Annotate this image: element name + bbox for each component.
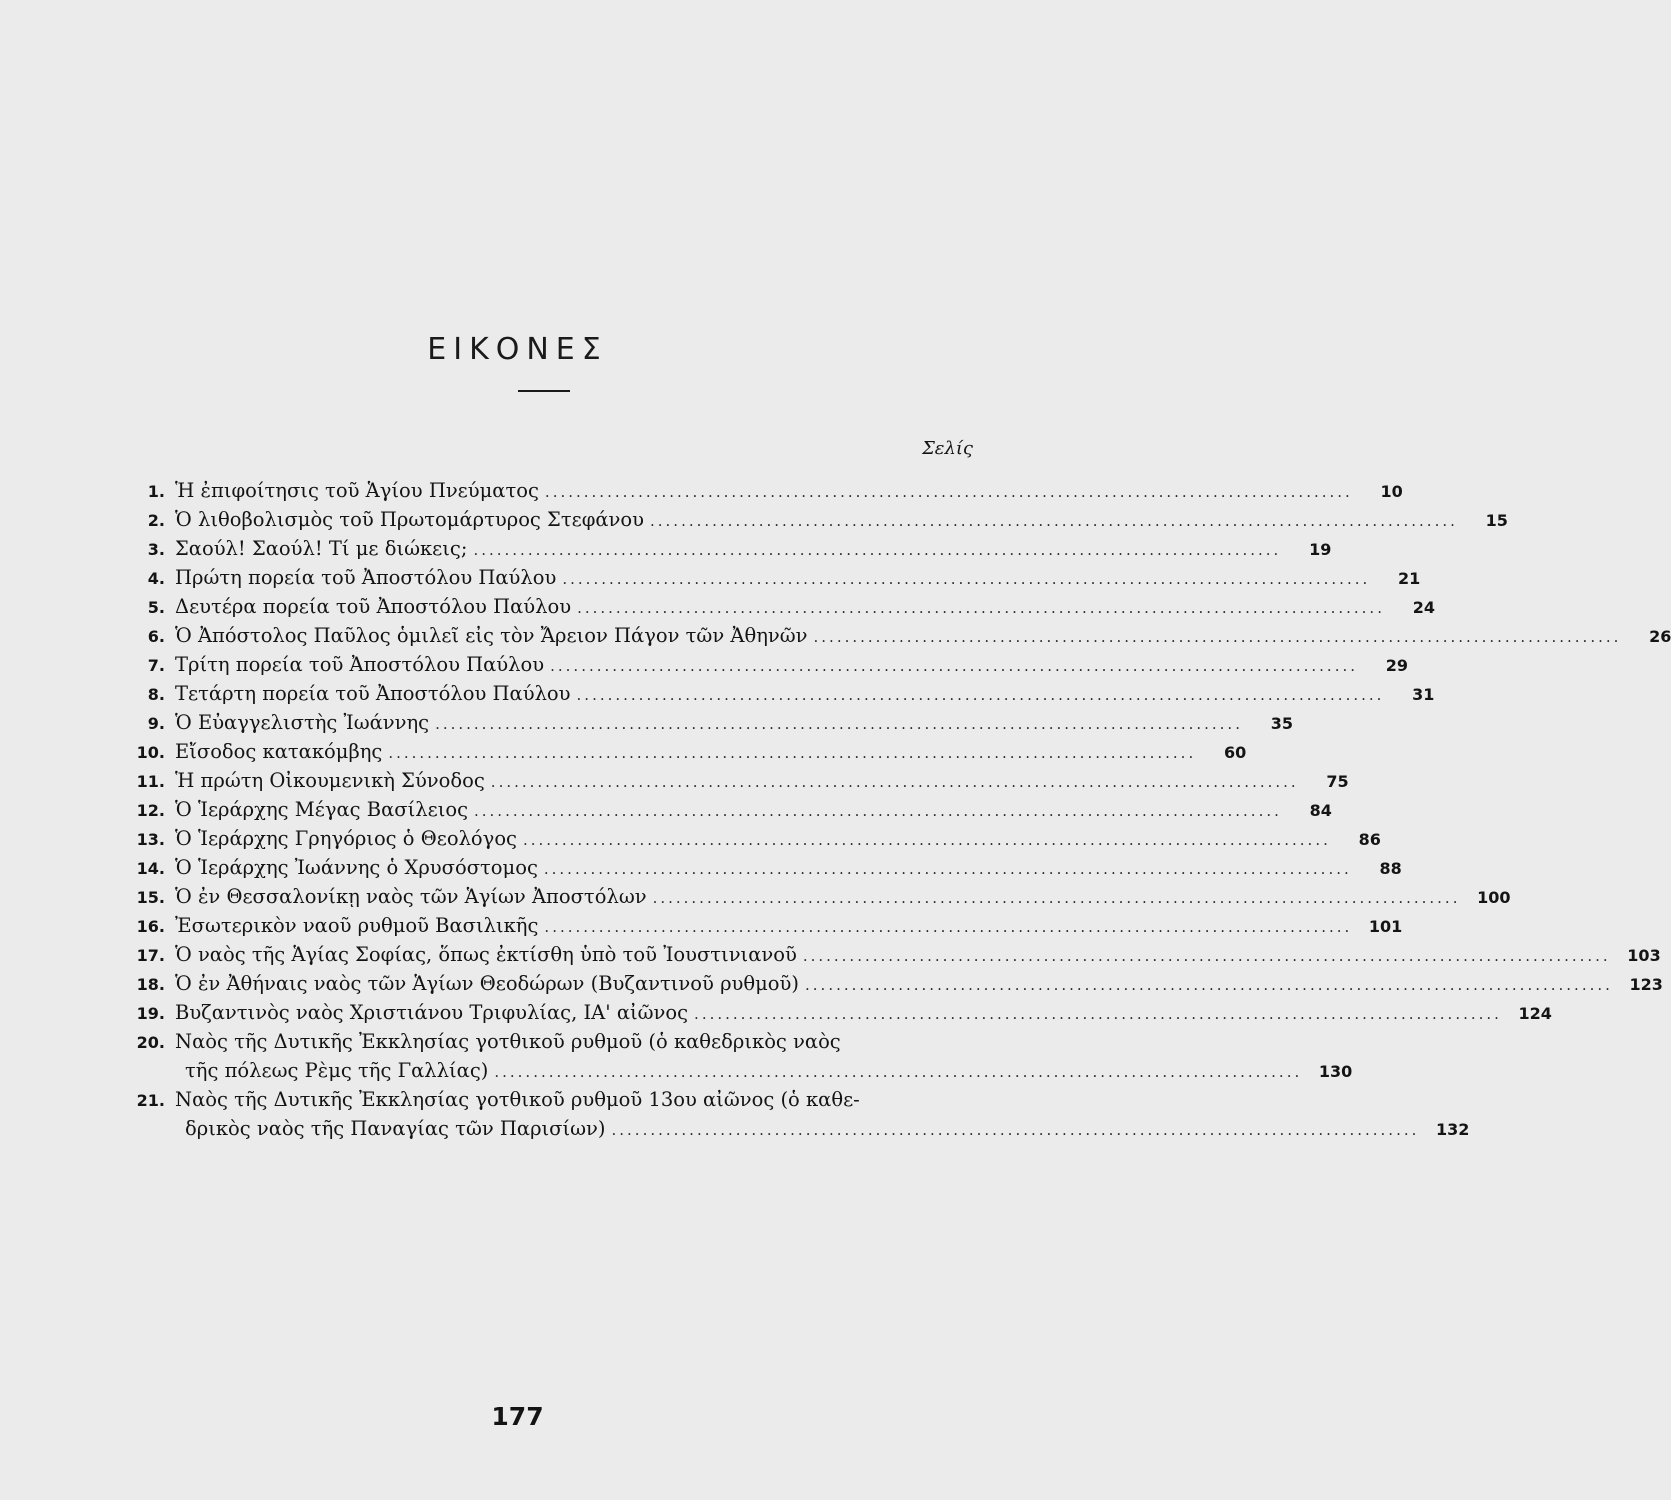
title-underline — [518, 390, 570, 392]
entry-number: 21. — [136, 1091, 165, 1110]
entry-title-continued: δρικὸς ναὸς τῆς Παναγίας τῶν Παρισίων) — [185, 1117, 606, 1140]
dot-leader: ........................................................................................................ — [544, 918, 1353, 936]
entry-number: 10. — [136, 743, 165, 762]
entry-number: 18. — [136, 975, 165, 994]
list-item — [128, 882, 1511, 911]
entry-title: Ὁ Εὐαγγελιστὴς Ἰωάννης — [175, 711, 430, 734]
dot-leader: ........................................................................................................ — [494, 1063, 1303, 1081]
list-item — [128, 998, 1552, 1027]
entry-page: 26 — [1649, 627, 1671, 646]
list-item — [128, 737, 1247, 766]
entry-page: 29 — [1385, 656, 1409, 675]
list-item — [128, 1027, 978, 1056]
entry-title: Ναὸς τῆς Δυτικῆς Ἐκκλησίας γοτθικοῦ ρυθμοῦ (ὁ καθεδρικὸς ναὸς — [175, 1030, 841, 1053]
dot-leader: ........................................................................................................ — [388, 744, 1197, 762]
entry-number: 19. — [136, 1004, 165, 1023]
entry-title: Τρίτη πορεία τοῦ Ἀποστόλου Παύλου — [175, 653, 545, 676]
entry-page: 31 — [1412, 685, 1435, 704]
entry-title: Τετάρτη πορεία τοῦ Ἀποστόλου Παύλου — [175, 682, 571, 705]
dot-leader: ........................................................................................................ — [694, 1005, 1502, 1023]
entry-page: 132 — [1435, 1120, 1470, 1139]
entry-number: 7. — [147, 656, 165, 675]
list-item — [128, 563, 1421, 592]
list-item — [128, 795, 1332, 824]
entry-page: 24 — [1412, 598, 1435, 617]
list-item — [128, 708, 1293, 737]
entry-title: Εἴσοδος κατακόμβης — [175, 740, 383, 763]
entry-page: 75 — [1326, 772, 1349, 791]
entry-title: Ὁ λιθοβολισμὸς τοῦ Πρωτομάρτυρος Στεφάνου — [175, 508, 644, 531]
dot-leader: ........................................................................................................ — [435, 715, 1243, 733]
entry-page: 19 — [1309, 540, 1332, 559]
entry-title: Ὁ Ἱεράρχης Ἰωάννης ὁ Χρυσόστομος — [175, 856, 538, 879]
list-item — [128, 476, 1403, 505]
entry-page: 60 — [1223, 743, 1247, 762]
entry-page: 35 — [1270, 714, 1293, 733]
entry-title: Ὁ Ἱεράρχης Γρηγόριος ὁ Θεολόγος — [175, 827, 517, 850]
list-item — [128, 824, 1381, 853]
list-item — [128, 621, 1671, 650]
dot-leader: ........................................................................................................ — [550, 657, 1359, 675]
entry-page: 130 — [1318, 1062, 1353, 1081]
entry-title: Ὁ Ἱεράρχης Μέγας Βασίλειος — [175, 798, 468, 821]
entry-title: Βυζαντινὸς ναὸς Χριστιάνου Τριφυλίας, ΙΑ' αἰῶνος — [175, 1001, 689, 1024]
list-item — [128, 1085, 978, 1114]
entry-number: 9. — [147, 714, 165, 733]
entry-number: 20. — [136, 1033, 165, 1052]
entry-number: 12. — [136, 801, 165, 820]
list-item — [128, 940, 1661, 969]
list-item — [128, 969, 1663, 998]
entry-title: Ὁ Ἀπόστολος Παῦλος ὁμιλεῖ εἰς τὸν Ἄρειον Πάγον τῶν Ἀθηνῶν — [175, 624, 808, 647]
entry-page: 84 — [1309, 801, 1332, 820]
entry-title: Ἡ ἐπιφοίτησις τοῦ Ἁγίου Πνεύματος — [175, 479, 539, 502]
dot-leader: ........................................................................................................ — [522, 831, 1331, 849]
entry-number: 6. — [147, 627, 165, 646]
entry-number: 5. — [147, 598, 165, 617]
page-column-header: Σελίς — [922, 438, 973, 459]
dot-leader: ........................................................................................................ — [802, 947, 1611, 965]
entry-page: 15 — [1485, 511, 1508, 530]
entry-page: 100 — [1477, 888, 1511, 907]
dot-leader: ........................................................................................................ — [490, 773, 1299, 791]
entry-title: Πρώτη πορεία τοῦ Ἀποστόλου Παύλου — [175, 566, 557, 589]
list-item — [128, 650, 1409, 679]
entry-title: Ἡ πρώτη Οἰκουμενικὴ Σύνοδος — [175, 769, 485, 792]
entry-number: 3. — [147, 540, 165, 559]
entry-number: 11. — [136, 772, 165, 791]
list-item — [128, 505, 1508, 534]
dot-leader: ........................................................................................................ — [576, 686, 1385, 704]
list-item — [128, 679, 1435, 708]
entry-number: 17. — [136, 946, 165, 965]
entry-title: Ἐσωτερικὸν ναοῦ ρυθμοῦ Βασιλικῆς — [175, 914, 539, 937]
entry-page: 103 — [1627, 946, 1661, 965]
dot-leader: ........................................................................................................ — [652, 889, 1461, 907]
list-item — [128, 592, 1435, 621]
entry-title: Δευτέρα πορεία τοῦ Ἀποστόλου Παύλου — [175, 595, 572, 618]
entry-page: 123 — [1629, 975, 1663, 994]
list-item — [128, 534, 1332, 563]
entry-number: 4. — [147, 569, 165, 588]
list-item — [128, 911, 1403, 940]
entry-number: 14. — [136, 859, 165, 878]
dot-leader: ........................................................................................................ — [805, 976, 1613, 994]
entry-number: 2. — [147, 511, 165, 530]
list-item — [128, 766, 1349, 795]
dot-leader: ........................................................................................................ — [474, 802, 1282, 820]
entry-title: Ναὸς τῆς Δυτικῆς Ἐκκλησίας γοτθικοῦ ρυθμοῦ 13ου αἰῶνος (ὁ καθε- — [175, 1088, 860, 1111]
list-item-continuation — [128, 1056, 1353, 1085]
entry-title: Ὁ ναὸς τῆς Ἁγίας Σοφίας, ὅπως ἐκτίσθη ὑπὸ τοῦ Ἰουστινιανοῦ — [175, 943, 797, 966]
page-number: 177 — [491, 1402, 544, 1431]
entry-number: 8. — [147, 685, 165, 704]
dot-leader: ........................................................................................................ — [577, 599, 1385, 617]
dot-leader: ........................................................................................................ — [562, 570, 1371, 588]
dot-leader: ........................................................................................................ — [543, 860, 1352, 878]
entry-number: 16. — [136, 917, 165, 936]
entry-title: Ὁ ἐν Ἀθήναις ναὸς τῶν Ἁγίων Θεοδώρων (Βυζαντινοῦ ρυθμοῦ) — [175, 972, 800, 995]
entry-page: 101 — [1368, 917, 1403, 936]
entry-page: 21 — [1398, 569, 1421, 588]
entry-number: 13. — [136, 830, 165, 849]
entry-number: 1. — [147, 482, 165, 501]
entry-page: 86 — [1358, 830, 1381, 849]
dot-leader: ........................................................................................................ — [473, 541, 1282, 559]
entry-page: 10 — [1380, 482, 1403, 501]
list-item — [128, 853, 1402, 882]
entry-title: Σαούλ! Σαούλ! Τί με διώκεις; — [175, 537, 468, 560]
dot-leader: ........................................................................................................ — [650, 512, 1458, 530]
page-title: ΕΙΚΟΝΕΣ — [427, 332, 608, 367]
entry-title: Ὁ ἐν Θεσσαλονίκῃ ναὸς τῶν Ἁγίων Ἀποστόλων — [175, 885, 647, 908]
entry-page: 124 — [1518, 1004, 1552, 1023]
dot-leader: ........................................................................................................ — [813, 628, 1622, 646]
figure-list — [128, 476, 1671, 1143]
entry-title-continued: τῆς πόλεως Ρὲμς τῆς Γαλλίας) — [185, 1059, 489, 1082]
dot-leader: ........................................................................................................ — [611, 1121, 1420, 1139]
entry-page: 88 — [1379, 859, 1402, 878]
entry-number: 15. — [136, 888, 165, 907]
dot-leader: ........................................................................................................ — [544, 483, 1353, 501]
list-item-continuation — [128, 1114, 1470, 1143]
